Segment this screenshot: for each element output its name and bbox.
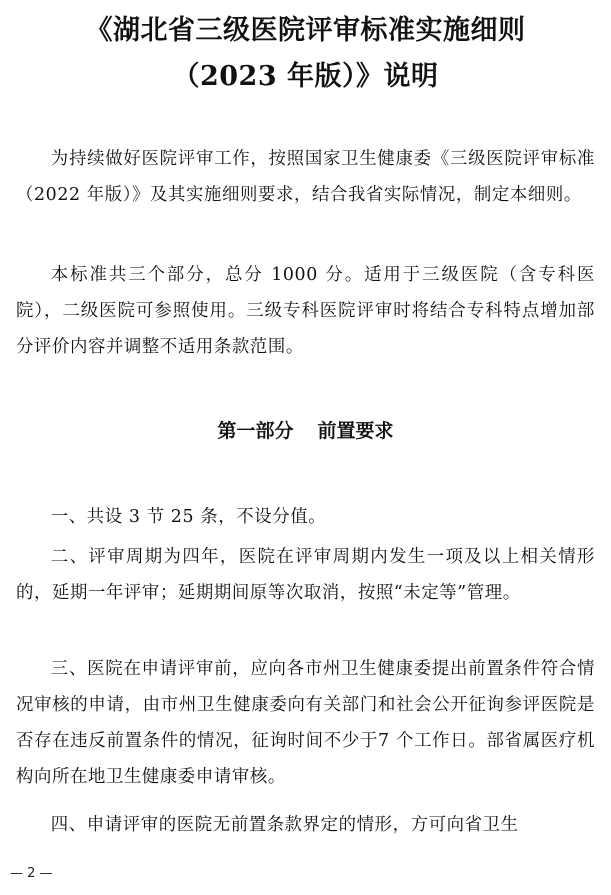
section-paragraph-1: 一、共设 3 节 25 条，不设分值。 bbox=[50, 507, 327, 527]
section-heading bbox=[0, 413, 611, 449]
section-paragraph-4: 四、申请评审的医院无前置条款界定的情形，方可向省卫生 bbox=[50, 815, 519, 835]
intro-paragraph-2: 本标准共三个部分，总分 1000 分。适用于三级医院（含专科医院），二级医院可参照使用。三级专科医院评审时将结合专科特点增加部分评价内容并调整不适用条款范围。 bbox=[16, 265, 595, 357]
intro-paragraph-1: 为持续做好医院评审工作，按照国家卫生健康委《三级医院评审标准（2022 年版）》及其实施细则要求，结合我省实际情况，制定本细则。 bbox=[16, 149, 595, 205]
section-heading-part: 第一部分 bbox=[217, 420, 294, 442]
page-number: — 2 — bbox=[10, 866, 53, 881]
section-paragraph-3: 三、医院在申请评审前，应向各市州卫生健康委提出前置条件符合情况审核的申请，由市州卫生健康委向有关部门和社会公开征询参评医院是否存在违反前置条件的情况，征询时间不少于7 个工作日。部省属医疗机构向所在地卫生健康委申请审核。 bbox=[16, 659, 595, 787]
document-title-line-2: （2023 年版）》说明 bbox=[172, 61, 439, 92]
document-title-line-1: 《湖北省三级医院评审标准实施细则 bbox=[85, 15, 526, 46]
section-paragraph-2: 二、评审周期为四年，医院在评审周期内发生一项及以上相关情形的，延期一年评审；延期期间原等次取消，按照“未定等”管理。 bbox=[16, 547, 595, 603]
section-heading-name: 前置要求 bbox=[317, 420, 394, 442]
